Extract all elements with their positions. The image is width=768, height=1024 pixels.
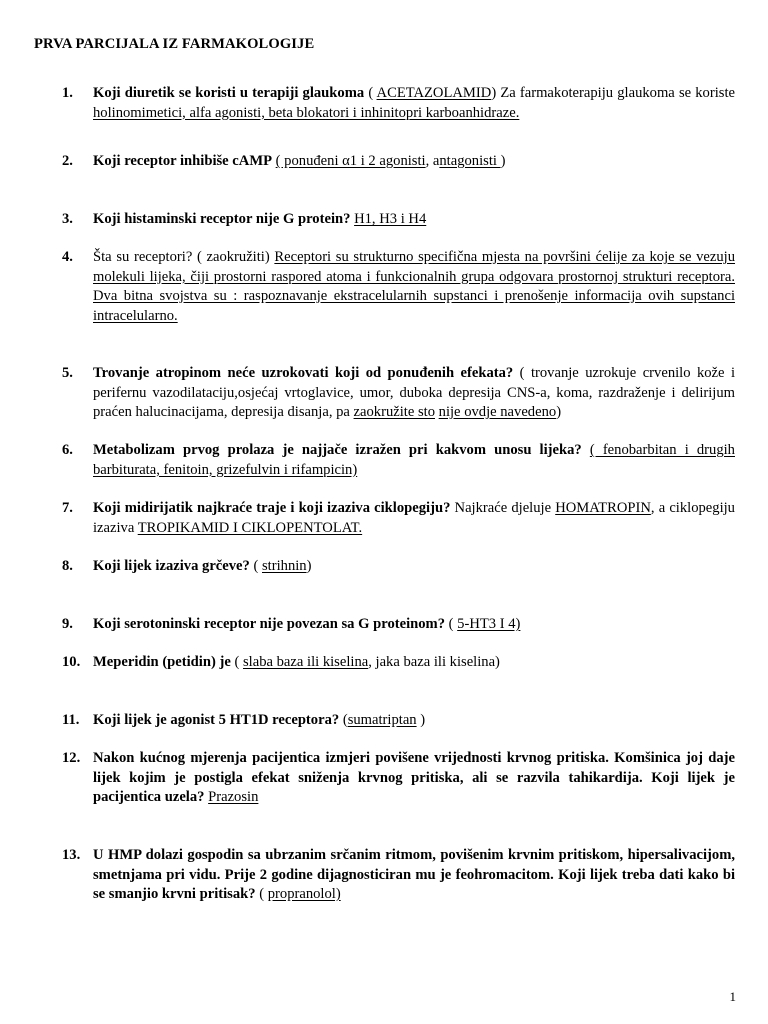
page-title: PRVA PARCIJALA IZ FARMAKOLOGIJE [34,36,315,52]
question-text [93,364,735,423]
question-prompt: Koji histaminski receptor nije G protein? [93,211,351,227]
question-number: 4. [62,249,73,265]
question-connector: , jaka baza ili kiselina) [368,654,500,670]
question-connector: ) [556,404,562,420]
question-text [93,749,735,808]
question-prompt: Šta su receptori? ( zaokružiti) [93,249,275,265]
question-connector: ( [339,712,348,728]
question-prompt: Nakon kućnog mjerenja pacijentica izmjeri povišene vrijednosti krvnog pritiska. Komšinica joj daje lijek kojim je postigla efekat sniženja krvnog pritiska, ali se razvila tahikardija. Koji lijek je pacijentica uzela? [93,750,735,805]
question-answer: Prazosin [208,789,259,805]
question-number: 11. [62,712,80,728]
question-number: 1. [62,85,73,101]
question-prompt: Trovanje atropinom neće uzrokovati koji od ponuđenih efekata? [93,365,514,381]
question-item [62,615,735,635]
question-item [62,846,735,905]
question-connector: ( [255,886,268,902]
question-answer: strihnin [262,558,307,574]
question-answer: zaokružite sto [353,404,435,420]
question-number: 8. [62,558,73,574]
question-answer: HOMATROPIN [555,500,651,516]
question-connector: Najkraće djeluje [450,500,556,516]
question-item [62,711,735,731]
question-item [62,499,735,538]
question-prompt: Koji diuretik se koristi u terapiji glaukoma [93,85,365,101]
question-connector: ( [249,558,262,574]
question-connector: ( [364,85,377,101]
question-connector: ) Za farmakoterapiju glaukoma se koriste [491,85,735,101]
question-answer: holinomimetici, alfa agonisti, beta blokatori i inhinitopri karboanhidraze. [93,104,520,121]
question-answer: propranolol) [267,886,341,902]
question-text [93,84,735,123]
question-answer: 5-HT3 I 4) [457,616,521,632]
question-item [62,364,735,423]
question-text [93,846,735,905]
question-item [62,653,735,673]
question-answer: ACETAZOLAMID [376,85,492,101]
question-text [93,557,735,577]
question-text [93,499,735,538]
question-number: 10. [62,654,81,670]
question-answer: ntagonisti [439,153,501,169]
question-text [93,711,735,731]
question-prompt: Koji lijek je agonist 5 HT1D receptora? [93,712,340,728]
question-answer: H1, H3 i H4 [354,211,427,227]
question-answer: nije ovdje navedeno [438,404,557,420]
question-answer: ( fenobarbitan i drugih barbiturata, fenitoin, grizefulvin i rifampicin) [93,442,735,478]
question-answer: slaba baza ili kiselina [243,654,369,670]
question-connector: , a ciklopegiju izaziva [93,500,735,536]
question-item [62,248,735,326]
question-text [93,210,735,230]
question-number: 12. [62,750,81,766]
question-prompt: Metabolizam prvog prolaza je najjače izražen pri kakvom unosu lijeka? [93,442,582,458]
question-connector: ) [500,153,506,169]
question-number: 6. [62,442,73,458]
question-number: 2. [62,153,73,169]
question-text [93,653,735,673]
question-connector: , a [425,153,440,169]
question-answer: Receptori su strukturno specifična mjesta na površini ćelije za koje se vezuju molekuli lijeka, čiji prostorni raspored atoma i funkcionalnih grupa odgovara prostornoj strukturi receptora. Dva bitna svojstva su : raspoznavanje ekstracelularnih supstanci i prenošenje informacija ovih supstanci intracelularno. [93,249,736,324]
question-number: 13. [62,847,81,863]
question-connector [582,442,590,458]
question-answer: sumatriptan [347,712,417,728]
question-prompt: Koji serotoninski receptor nije povezan sa G proteinom? [93,616,445,632]
question-text [93,615,735,635]
question-number: 3. [62,211,73,227]
question-text [93,152,735,172]
question-connector: ) [416,712,426,728]
question-connector: ) [306,558,312,574]
question-prompt: Koji lijek izaziva grčeve? [93,558,250,574]
question-connector: ( [230,654,243,670]
question-prompt: Koji receptor inhibiše cAMP [93,153,273,169]
question-text [93,441,735,480]
question-prompt: Meperidin (petidin) je [93,654,231,670]
question-answer: ( ponuđeni α1 i 2 agonisti [275,153,426,169]
question-answer: TROPIKAMID I CIKLOPENTOLAT. [137,519,363,536]
question-number: 5. [62,365,73,381]
question-text [93,248,735,326]
page-number: 1 [729,989,736,1004]
question-item [62,441,735,480]
question-item [62,210,735,230]
question-connector: ( trovanje uzrokuje crvenilo kože i perifernu vazodilataciju,osjećaj vrtoglavice, umor, duboka depresija CNS-a, koma, razdraženje i delirijum praćen halucinacijama, depresija disanja, pa [93,365,735,420]
question-item [62,152,735,172]
question-prompt: Koji midirijatik najkraće traje i koji izaziva ciklopegiju? [93,500,451,516]
question-connector: ( [445,616,458,632]
question-prompt: U HMP dolazi gospodin sa ubrzanim srčanim ritmom, povišenim krvnim pritiskom, hipersalivacijom, smetnjama pri vidu. Prije 2 godine dijagnosticiran mu je feohromacitom. Koji lijek treba dati kako bi se smanjio krvni pritisak? [93,847,735,902]
question-item [62,749,735,808]
question-number: 9. [62,616,73,632]
question-item [62,84,735,123]
question-item [62,557,735,577]
question-number: 7. [62,500,73,516]
